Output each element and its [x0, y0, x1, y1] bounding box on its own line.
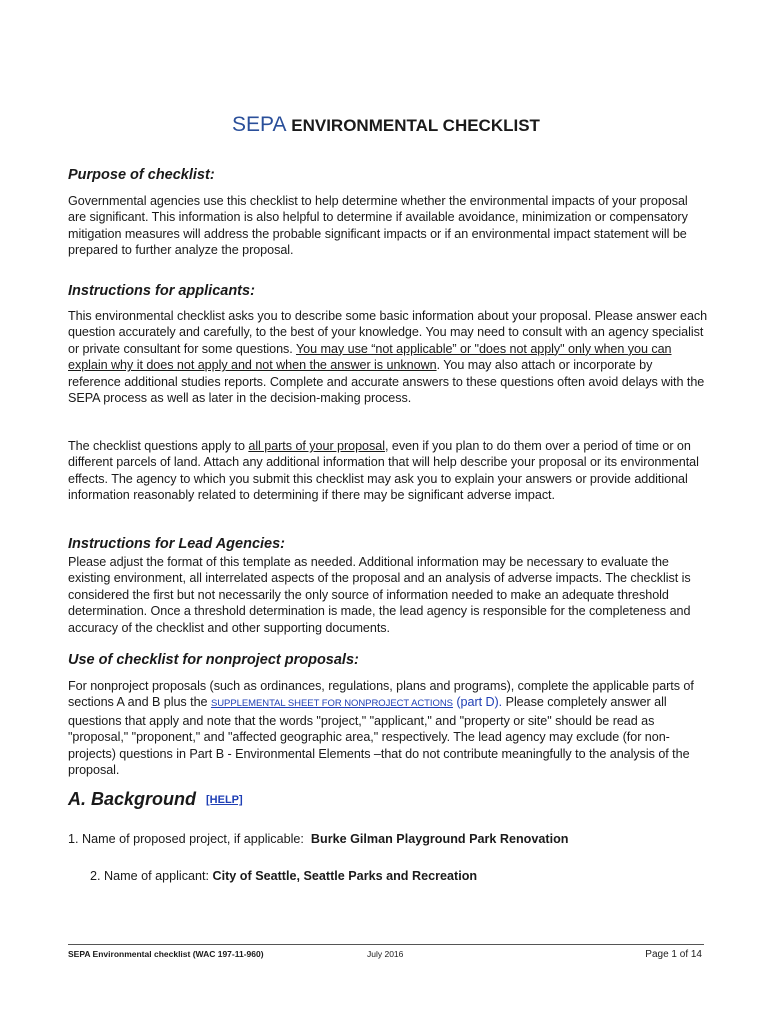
question-1-answer: Burke Gilman Playground Park Renovation	[310, 832, 569, 846]
nonproject-text-end: Please completely answer all questions that apply and note that the words "project," "applicant," and "property or site" should be read as "proposal," "proponent," and "affected geographic area," respectively. The lead agency may exclude (for non-projects) questions in Part B - Environmental Elements –that do not contribute meaningfully to the analysis of the proposal.	[68, 695, 690, 778]
applicants-p1-end: . You may also attach or incorporate by reference additional studies reports. Complete and accurate answers to these questions often avoid delays with the SEPA process as well as later in the decision-making process.	[68, 358, 705, 406]
footer-divider	[68, 944, 704, 945]
lead-agencies-heading: Instructions for Lead Agencies:	[68, 536, 285, 552]
applicants-p1-start: This environmental checklist asks you to describe some basic information about your proposal. Please answer each question accurately and carefully, to the best of your knowledge. You may need to consult with an agency specialist or private consultant for some questions.	[68, 309, 708, 356]
applicants-paragraph-1	[68, 308, 708, 406]
question-1	[68, 832, 568, 846]
purpose-text: Governmental agencies use this checklist to help determine whether the environmental impacts of your proposal are significant. This information is also helpful to determine if available avoidance, minimization or compensatory mitigation measures will address the probable significant impacts or if an environmental impact statement will be prepared to further analyze the proposal.	[68, 194, 688, 258]
title-sepa: SEPA	[232, 113, 287, 136]
part-d-reference: (part D).	[452, 695, 503, 710]
question-1-label: 1. Name of proposed project, if applicable:	[68, 832, 304, 846]
background-heading	[68, 789, 243, 810]
nonproject-text	[68, 678, 708, 778]
supplemental-sheet-link[interactable]: SUPPLEMENTAL SHEET FOR NONPROJECT ACTIONS	[210, 698, 453, 710]
help-link[interactable]: [HELP]	[206, 794, 243, 806]
applicants-p2-end: , even if you plan to do them over a period of time or on different parcels of land. Attach any additional information that will help describe your proposal or its environmental effects. The agency to which you submit this checklist may ask you to explain your answers or provide additional information reasonably related to determining if there may be significant adverse impact.	[68, 439, 699, 503]
question-2	[90, 869, 477, 883]
question-2-label: 2. Name of applicant:	[90, 869, 210, 883]
footer-page-number: Page 1 of 14	[645, 949, 702, 960]
applicants-paragraph-2	[68, 438, 708, 504]
nonproject-text-start: For nonproject proposals (such as ordinances, regulations, plans and programs), complete the applicable parts of sections A and B plus the	[68, 679, 694, 710]
question-2-answer: City of Seattle, Seattle Parks and Recreation	[212, 869, 478, 883]
purpose-heading: Purpose of checklist:	[68, 167, 215, 183]
applicants-p2-underlined: all parts of your proposal	[248, 439, 385, 453]
footer-doc-title: SEPA Environmental checklist (WAC 197-11-960)	[68, 949, 264, 959]
applicants-p2-start: The checklist questions apply to	[68, 439, 249, 453]
applicants-p1-underlined: You may use “not applicable” or "does not apply" only when you can explain why it does not apply and not when the answer is unknown	[68, 341, 672, 373]
page-title	[68, 113, 704, 137]
title-rest: ENVIRONMENTAL CHECKLIST	[291, 116, 540, 135]
nonproject-heading: Use of checklist for nonproject proposals:	[68, 652, 359, 668]
applicants-heading: Instructions for applicants:	[68, 283, 255, 299]
lead-agencies-text: Please adjust the format of this template as needed. Additional information may be necessary to evaluate the existing environment, all interrelated aspects of the proposal and an analysis of adverse impacts. The checklist is considered the first but not necessarily the only source of information needed to make an adequate threshold determination. Once a threshold determination is made, the lead agency is responsible for the completeness and accuracy of the checklist and other supporting documents.	[68, 555, 691, 635]
footer-date: July 2016	[367, 949, 404, 959]
background-title: A. Background	[68, 789, 197, 809]
